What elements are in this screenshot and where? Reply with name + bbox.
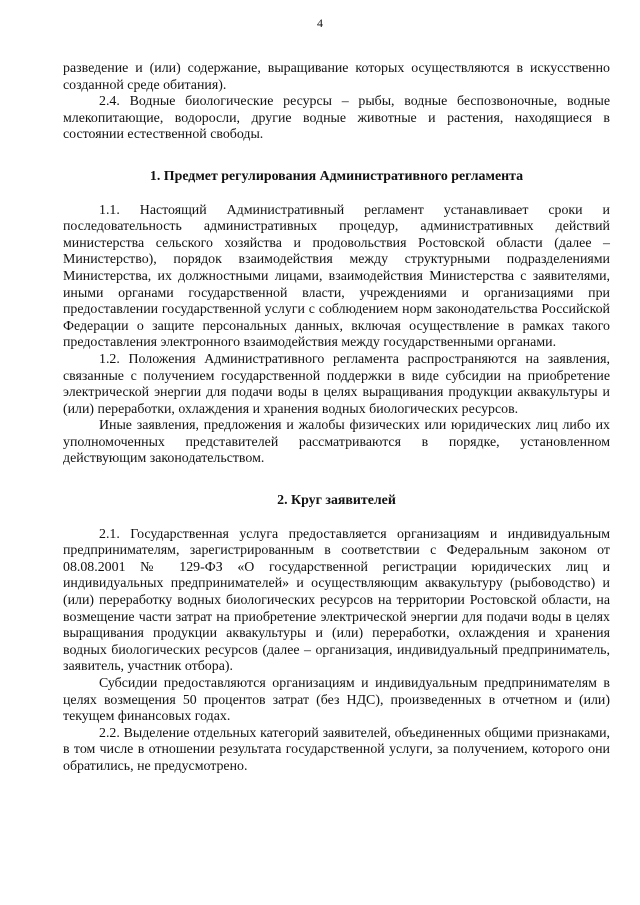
intro-paragraph-2: 2.4. Водные биологические ресурсы – рыбы, водные беспозвоночные, водные млекопитающие, водоросли, другие водные животные и растения, находящиеся в состоянии естественной свободы. [63,94,610,143]
section-1-paragraph-2: 1.2. Положения Административного регламента распространяются на заявления, связанные с получением государственной поддержки в виде субсидии на приобретение электрической энергии для подачи воды в целях выращивания продукции аквакультуры и (или) переработки, охлаждения и хранения водных биологических ресурсов. [63,351,610,417]
section-1-paragraph-3: Иные заявления, предложения и жалобы физических или юридических лиц либо их уполномоченных представителей рассматриваются в порядке, установленном действующим законодательством. [63,418,610,467]
section-2-heading: 2. Круг заявителей [277,493,396,509]
section-1-paragraph-1: 1.1. Настоящий Административный регламент устанавливает сроки и последовательность административных процедур, административных действий министерства сельского хозяйства и продовольствия Ростовской области (далее – Министерство), порядок взаимодействия между структурными подразделениями Министерства, их должностными лицами, взаимодействия Министерства с заявителями, иными органами государственной власти, учреждениями и организациями при предоставлении государственной услуги с соблюдением норм законодательства Российской Федерации о защите персональных данных, включая осуществление в рамках такого предоставления электронного взаимодействия между государственными органами. [63,202,610,351]
document-body [63,61,610,776]
section-2-paragraph-1: 2.1. Государственная услуга предоставляется организациям и индивидуальным предпринимателям, зарегистрированным в соответствии с Федеральным законом от 08.08.2001 № 129-ФЗ «О государственной регистрации юридических лиц и индивидуальных предпринимателей» и осуществляющим аквакультуру (рыбоводство) и (или) переработку водных биологических ресурсов на территории Ростовской области, на возмещение части затрат на приобретение электрической энергии для подачи воды в целях выращивания продукции аквакультуры и (или) переработки, охлаждения и хранения водных биологических ресурсов (далее – организация, индивидуальный предприниматель, заявитель, участник отбора). [63,526,610,675]
section-2-paragraph-3: 2.2. Выделение отдельных категорий заявителей, объединенных общими признаками, в том числе в отношении результата государственной услуги, за получением, которого они обратились, не предусмотрено. [63,725,610,774]
section-1-heading: 1. Предмет регулирования Административного регламента [149,168,524,184]
intro-paragraph-1: разведение и (или) содержание, выращивание которых осуществляются в искусственно созданной среде обитания). [63,61,610,93]
page-number: 4 [317,16,323,30]
section-2-paragraph-2: Субсидии предоставляются организациям и индивидуальным предпринимателям в целях возмещения 50 процентов затрат (без НДС), произведенных в отчетном и (или) текущем финансовых годах. [63,676,610,725]
